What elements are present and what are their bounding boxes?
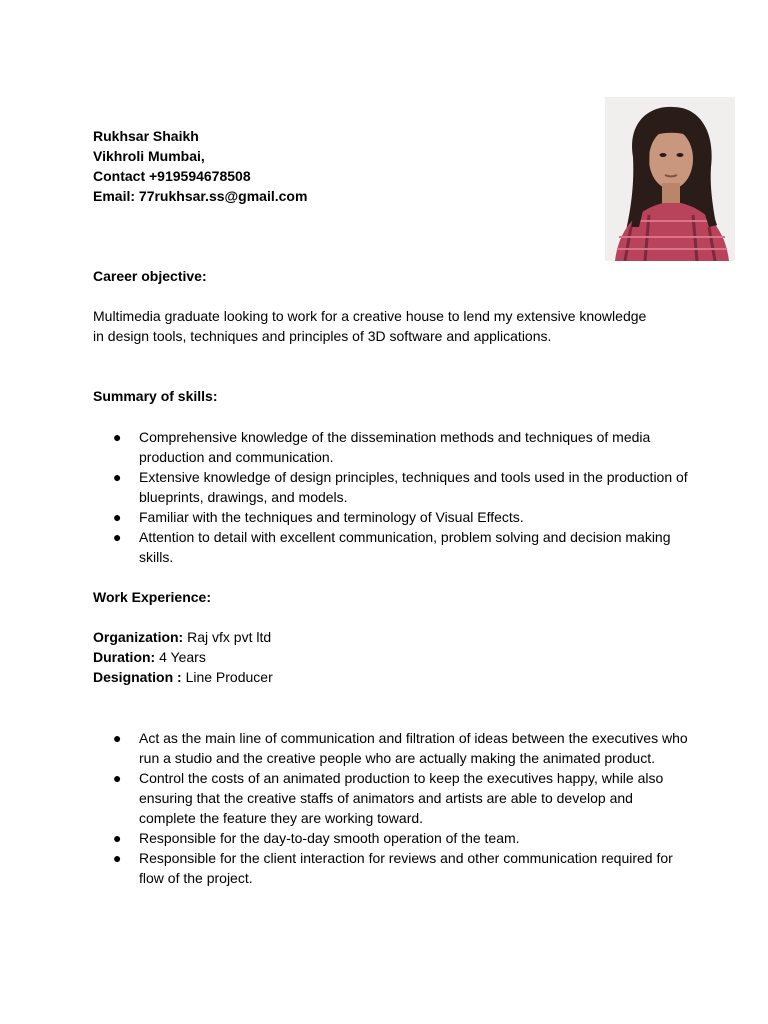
list-item [93, 728, 693, 768]
designation-value: Line Producer [185, 669, 273, 685]
organization-row [93, 627, 271, 647]
organization-label: Organization: [93, 629, 184, 645]
list-item [93, 527, 693, 567]
skills-heading: Summary of skills: [93, 388, 218, 404]
skill-text: Attention to detail with excellent communication, problem solving and decision making skills. [139, 529, 671, 565]
candidate-name: Rukhsar Shaikh [93, 128, 199, 144]
responsibility-text: Responsible for the day-to-day smooth operation of the team. [139, 830, 520, 846]
list-item [93, 427, 693, 467]
work-responsibilities-list [93, 728, 693, 888]
bullet-icon: ● [113, 529, 122, 545]
list-item [93, 507, 693, 527]
duration-value: 4 Years [159, 649, 206, 665]
career-objective-heading: Career objective: [93, 268, 207, 284]
bullet-icon: ● [113, 429, 122, 445]
organization-value: Raj vfx pvt ltd [187, 629, 272, 645]
bullet-icon: ● [113, 830, 122, 846]
designation-row [93, 667, 273, 687]
bullet-icon: ● [113, 770, 122, 786]
skill-text: Comprehensive knowledge of the dissemination methods and techniques of media production and communication. [139, 429, 651, 465]
candidate-phone: Contact +919594678508 [93, 168, 251, 184]
designation-label: Designation : [93, 669, 182, 685]
bullet-icon: ● [113, 469, 122, 485]
bullet-icon: ● [113, 850, 122, 866]
list-item [93, 467, 693, 507]
list-item [93, 828, 693, 848]
responsibility-text: Responsible for the client interaction for reviews and other communication required for flow of the project. [139, 850, 673, 886]
skills-list [93, 427, 693, 567]
candidate-location: Vikhroli Mumbai, [93, 148, 205, 164]
skill-text: Familiar with the techniques and terminology of Visual Effects. [139, 509, 524, 525]
responsibility-text: Act as the main line of communication and filtration of ideas between the executives who run a studio and the creative people who are actually making the animated product. [139, 730, 688, 766]
contact-block [93, 126, 307, 206]
list-item [93, 768, 693, 828]
career-objective-text: Multimedia graduate looking to work for a creative house to lend my extensive knowledge in design tools, techniques and principles of 3D software and applications. [93, 308, 647, 344]
responsibility-text: Control the costs of an animated production to keep the executives happy, while also ensuring that the creative staffs of animators and artists are able to develop and complete the feature they are working toward. [139, 770, 664, 826]
duration-row [93, 647, 206, 667]
skill-text: Extensive knowledge of design principles, techniques and tools used in the production of blueprints, drawings, and models. [139, 469, 688, 505]
work-experience-heading: Work Experience: [93, 589, 212, 605]
bullet-icon: ● [113, 730, 122, 746]
candidate-email: Email: 77rukhsar.ss@gmail.com [93, 188, 308, 204]
list-item [93, 848, 693, 888]
profile-photo-illustration [605, 97, 735, 261]
bullet-icon: ● [113, 509, 122, 525]
profile-photo [605, 97, 735, 261]
duration-label: Duration: [93, 649, 156, 665]
